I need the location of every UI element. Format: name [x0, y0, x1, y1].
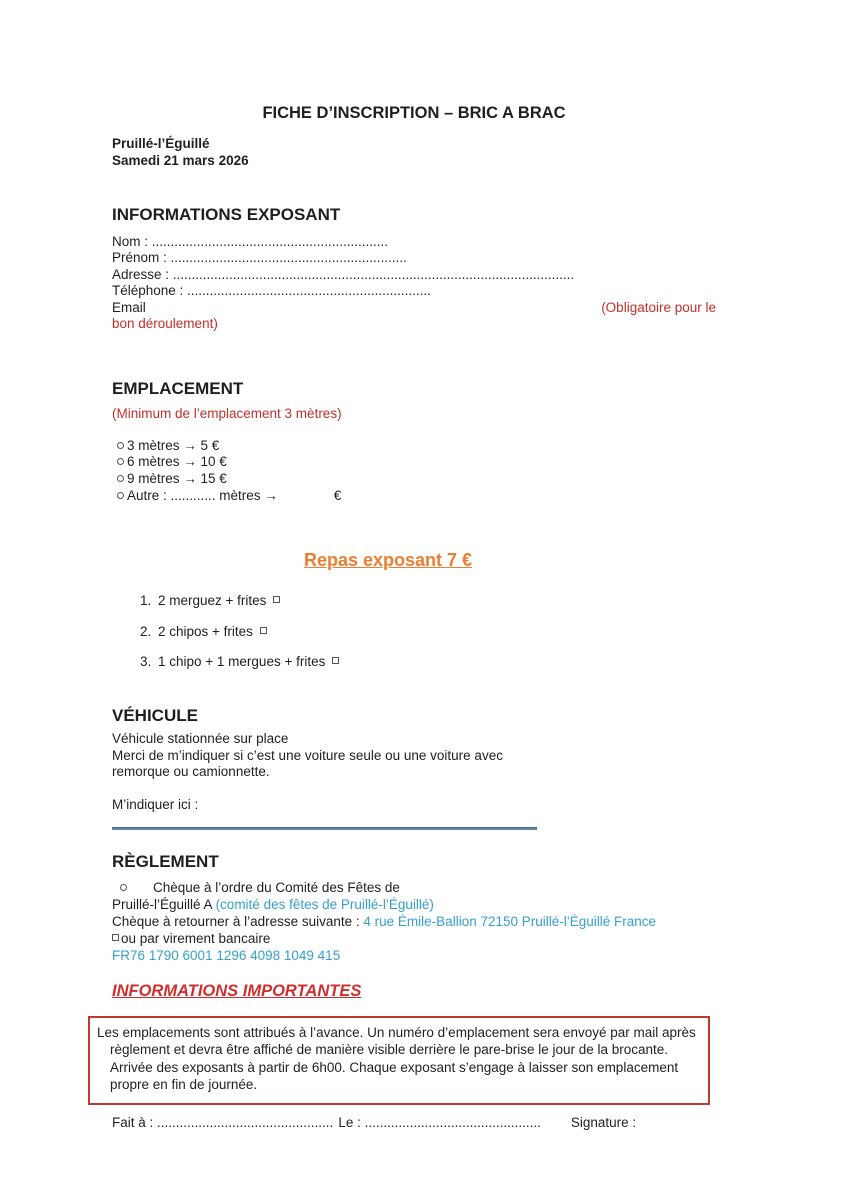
- vehicule-line1: Véhicule stationnée sur place: [112, 731, 289, 747]
- vehicule-line3: remorque ou camionnette.: [112, 764, 270, 780]
- item-label: 2 merguez + frites: [158, 593, 267, 609]
- cheque-payee-note: (comité des fêtes de Pruillé-l’Éguillé): [215, 896, 434, 912]
- section-heading-reglement: RÈGLEMENT: [112, 851, 219, 871]
- option-label: Autre : ............ mètres →: [127, 487, 278, 503]
- checkbox-icon: [260, 627, 267, 634]
- option-6-metres: [117, 454, 716, 471]
- signature-line: [112, 1115, 716, 1131]
- cheque-order-line: [112, 879, 716, 896]
- section-heading-exposant: INFORMATIONS EXPOSANT: [112, 205, 341, 224]
- checkbox-icon: [332, 657, 339, 664]
- field-adresse: Adresse : ...........................................................................................................: [112, 266, 575, 282]
- cheque-return-address: 4 rue Émile-Ballion 72150 Pruillé-l’Éguillé France: [363, 913, 657, 929]
- email-label: Email: [112, 299, 146, 315]
- important-notice-box: Les emplacements sont attribués à l’avance. Un numéro d’emplacement sera envoyé par mail après règlement et devra être affiché de manière visible derrière le pare-brise le jour de la brocante. Arrivée des exposants à partir de 6h00. Chaque exposant s’engage à laisser son emplacement propre en fin de journée.: [88, 1016, 710, 1105]
- item-label: 2 chipos + frites: [158, 623, 253, 639]
- emplacement-options: [112, 438, 716, 504]
- vehicule-indicate-label: M’indiquer ici :: [112, 797, 199, 813]
- item-number: 2.: [140, 623, 152, 639]
- vehicule-line2: Merci de m’indiquer si c’est une voiture seule ou une voiture avec: [112, 747, 503, 763]
- section-heading-emplacement: EMPLACEMENT: [112, 379, 244, 399]
- section-heading-vehicule: VÉHICULE: [112, 706, 198, 726]
- email-required-note: (Obligatoire pour le: [601, 299, 716, 315]
- document-subtitle: [112, 136, 716, 169]
- reglement-body: [112, 879, 716, 964]
- repas-item-1: [140, 592, 716, 609]
- radio-circle-icon: [120, 884, 127, 891]
- radio-circle-icon: [117, 475, 124, 482]
- radio-circle-icon: [117, 458, 124, 465]
- answer-line-rule: [112, 827, 537, 830]
- vehicule-paragraph: [112, 731, 716, 780]
- checkbox-icon: [112, 934, 119, 941]
- repas-heading: Repas exposant 7 €: [303, 550, 473, 571]
- cheque-payee-text: Pruillé-l’Éguillé A: [112, 896, 216, 912]
- option-label: 3 mètres → 5 €: [127, 437, 220, 453]
- repas-item-3: [140, 653, 716, 670]
- repas-item-2: [140, 623, 716, 640]
- autre-euro-sign: €: [333, 487, 342, 503]
- cheque-order-line2: [112, 896, 716, 913]
- field-email: [112, 300, 716, 316]
- date-text: Samedi 21 mars 2026: [112, 152, 249, 168]
- option-label: 6 mètres → 10 €: [127, 454, 227, 470]
- repas-list: [112, 592, 716, 670]
- checkbox-icon: [273, 596, 280, 603]
- location-text: Pruillé-l’Éguillé: [112, 136, 210, 151]
- field-telephone: Téléphone : .................................................................: [112, 283, 431, 299]
- virement-line: [112, 930, 716, 947]
- signature-label: Signature :: [570, 1114, 637, 1130]
- item-number: 1.: [140, 593, 152, 609]
- cheque-order-text: Chèque à l’ordre du Comité des Fêtes de: [153, 879, 400, 895]
- option-label: 9 mètres → 15 €: [127, 471, 227, 487]
- radio-circle-icon: [117, 442, 124, 449]
- important-heading: INFORMATIONS IMPORTANTES: [112, 981, 362, 1000]
- exposant-fields: [112, 234, 716, 332]
- option-autre: [117, 488, 716, 505]
- virement-text: ou par virement bancaire: [121, 930, 271, 946]
- email-required-note-wrap: bon déroulement): [112, 316, 218, 332]
- field-nom: Nom : ...............................................................: [112, 234, 389, 249]
- fait-a-label: Fait à : ...............................................: [112, 1114, 334, 1130]
- option-9-metres: [117, 471, 716, 488]
- option-3-metres: [117, 438, 716, 455]
- cheque-return-text: Chèque à retourner à l’adresse suivante :: [112, 913, 364, 929]
- radio-circle-icon: [117, 492, 124, 499]
- item-label: 1 chipo + 1 mergues + frites: [158, 654, 326, 670]
- le-label: Le : ...............................................: [338, 1114, 541, 1130]
- field-prenom: Prénom : ...............................................................: [112, 250, 407, 266]
- document-title: FICHE D’INSCRIPTION – BRIC A BRAC: [262, 104, 566, 122]
- iban-text: FR76 1790 6001 1296 4098 1049 415: [112, 947, 341, 963]
- cheque-return-line: [112, 913, 716, 930]
- emplacement-minimum-note: (Minimum de l’emplacement 3 mètres): [112, 406, 342, 422]
- item-number: 3.: [140, 654, 152, 670]
